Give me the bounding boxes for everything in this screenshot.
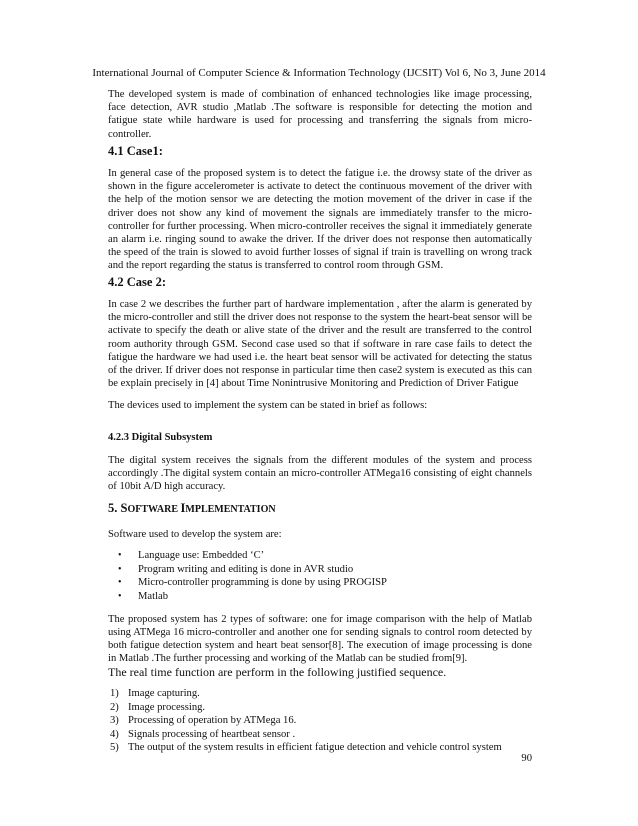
software-bullet-list	[108, 549, 532, 603]
case2-paragraph: In case 2 we describes the further part of hardware implementation , after the alarm is generated by the micro-controller and still the driver does not response to the system the heart-beat sensor will be activate to specify the death or alive state of the driver and the result are transferred to the control room authority through GSM. Second case used so that if software in rare case fails to detect the fatigue the hardware we had used i.e. the heart beat sensor will be activated for detecting the status of the driver. If driver does not response in particular time then case2 system is executed as this can be explain precisely in [4] about Time Nonintrusive Monitoring and Prediction of Driver Fatigue	[108, 299, 532, 390]
list-number: 2)	[110, 701, 119, 713]
list-text: Image processing.	[128, 701, 206, 713]
list-number: 3)	[110, 715, 119, 727]
software-heading-rest-2: MPLEMENTATION	[185, 504, 276, 515]
bullet-icon: •	[118, 563, 122, 575]
list-number: 5)	[110, 742, 119, 754]
case1-section	[108, 143, 532, 273]
list-text: The output of the system results in efficient fatigue detection and vehicle control system	[128, 742, 502, 754]
software-heading-rest-1: OFTWARE	[127, 504, 181, 515]
software-heading-initial-s: S	[120, 501, 128, 515]
case1-paragraph: In general case of the proposed system is to detect the fatigue i.e. the drowsy state of the driver as shown in the figure accelerometer is activate to detect the continuous movement of the driver with the help of the motion sensor we are detecting the motion movement of the driver in case if the driver does not show any kind of movement the signals are immediately transfer to the micro-controller for further processing. When micro-controller receives the signal it immediately generate an alarm i.e. ringing sound to awake the driver. If the driver does not response then automatically the speed of the train is slowed to avoid further losses of signal if train is travelling on wrong track and the report regarding the status is transferred to control room through GSM.	[108, 168, 532, 272]
list-item	[108, 687, 532, 700]
bullet-icon: •	[118, 590, 122, 602]
list-item	[108, 563, 532, 577]
list-text: Processing of operation by ATMega 16.	[128, 715, 297, 727]
list-number: 1)	[110, 688, 119, 700]
bullet-text: Program writing and editing is done in AVR studio	[138, 563, 354, 575]
list-item	[108, 590, 532, 604]
case2-section	[108, 274, 532, 413]
software-paragraph: The proposed system has 2 types of software: one for image comparison with the help of Matlab using ATMega 16 micro-controller and another one for sending signals to control room detected by both fatigue detection system and heart beat sensor[8]. The execution of image processing is done in Matlab .The further processing and working of the Matlab can be studied from[9].	[108, 613, 532, 665]
realtime-sentence: The real time function are perform in the following justified sequence.	[108, 665, 447, 680]
bullet-icon: •	[118, 577, 122, 589]
list-text: Signals processing of heartbeat sensor .	[128, 728, 296, 740]
intro-paragraph: The developed system is made of combination of enhanced technologies like image processing, face detection, AVR studio ,Matlab .The software is responsible for detecting the motion and fatigue state while hardware is used for processing and transferring the signals from micro-controller.	[108, 89, 532, 140]
list-item	[108, 576, 532, 590]
software-heading	[108, 500, 532, 518]
bullet-text: Language use: Embedded ‘C’	[138, 550, 265, 562]
software-intro: Software used to develop the system are:	[108, 529, 282, 540]
case1-heading: 4.1 Case1:	[108, 144, 163, 158]
software-section	[108, 500, 532, 754]
list-item	[108, 701, 532, 714]
software-heading-initial-i: I	[180, 501, 186, 515]
page-number: 90	[521, 753, 532, 764]
list-item	[108, 549, 532, 563]
digital-subsystem-heading: 4.2.3 Digital Subsystem	[108, 432, 213, 443]
case2-heading: 4.2 Case 2:	[108, 275, 166, 289]
digital-subsystem-section	[108, 431, 532, 494]
list-text: Image capturing.	[128, 688, 200, 700]
digital-subsystem-paragraph: The digital system receives the signals from the different modules of the system and process accordingly .The digital system contain an micro-controller ATMega16 consisting of eight channels of 10bit A/D high accuracy.	[108, 455, 532, 493]
list-number: 4)	[110, 728, 119, 740]
intro-section	[108, 88, 532, 141]
journal-header: International Journal of Computer Science & Information Technology (IJCSIT) Vol 6, No 3, June 2014	[92, 67, 546, 79]
devices-paragraph: The devices used to implement the system can be stated in brief as follows:	[108, 400, 428, 412]
bullet-text: Matlab	[138, 590, 169, 602]
bullet-icon: •	[118, 550, 122, 562]
software-heading-number: 5.	[108, 501, 121, 515]
list-item	[108, 741, 532, 754]
list-item	[108, 728, 532, 741]
sequence-list	[108, 687, 532, 754]
bullet-text: Micro-controller programming is done by using PROGISP	[138, 577, 387, 589]
list-item	[108, 714, 532, 727]
